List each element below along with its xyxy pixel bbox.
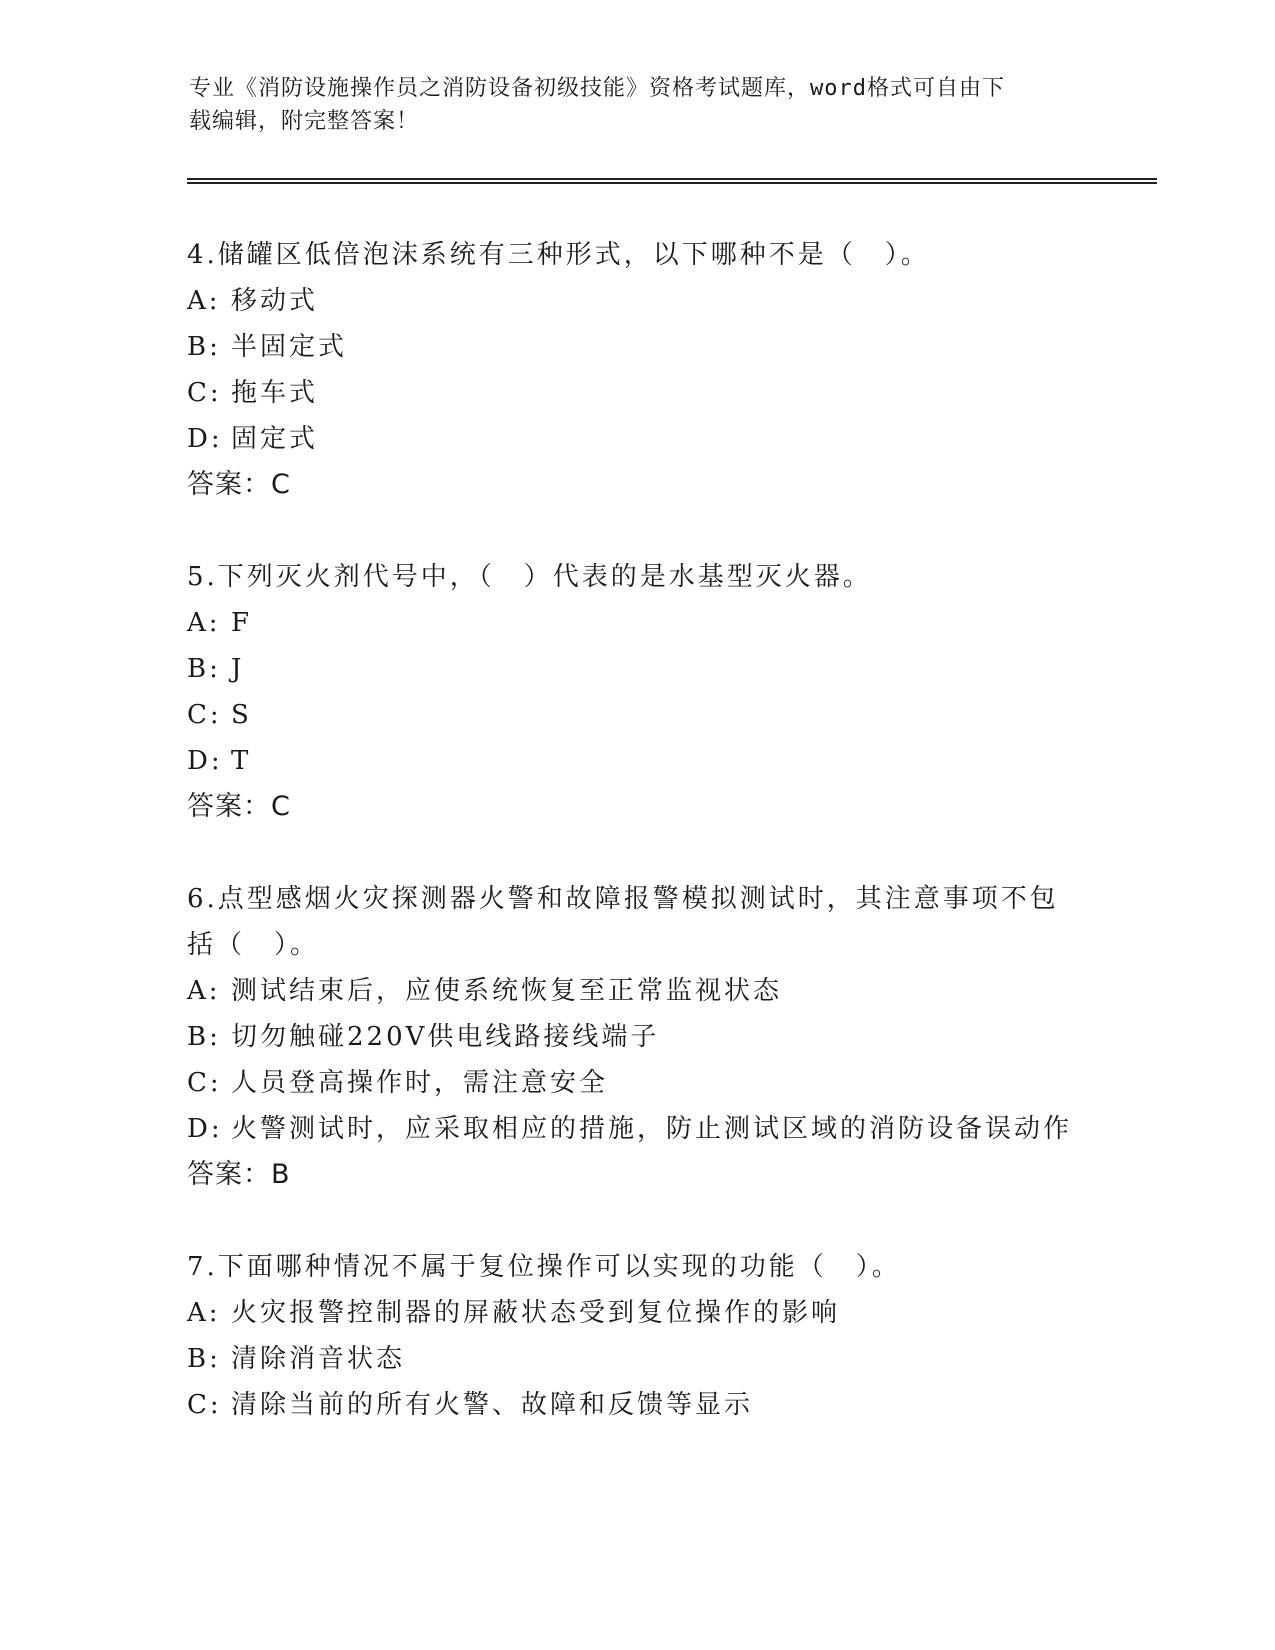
option-text: 切勿触碰220V供电线路接线端子 [231, 1022, 660, 1052]
option-letter: B: [187, 1022, 221, 1052]
option-text: 清除消音状态 [231, 1344, 406, 1374]
option-letter: B: [187, 654, 221, 684]
option-text: J [231, 654, 245, 684]
answer: 答案：C [187, 469, 291, 500]
question-7 [187, 1244, 1187, 1428]
option-text: 固定式 [231, 424, 319, 454]
option-a [187, 278, 1187, 324]
option-letter: B: [187, 332, 221, 362]
option-a [187, 968, 1187, 1014]
option-text: S [231, 700, 252, 730]
option-text: 清除当前的所有火警、故障和反馈等显示 [231, 1390, 754, 1420]
option-text: 人员登高操作时，需注意安全 [231, 1068, 609, 1098]
option-text: 半固定式 [231, 332, 348, 362]
option-text: 火警测试时，应采取相应的措施，防止测试区域的消防设备误动作 [231, 1114, 1073, 1144]
option-letter: B: [187, 1344, 221, 1374]
option-b [187, 646, 1187, 692]
option-text: 移动式 [231, 286, 319, 316]
option-c [187, 692, 1187, 738]
question-5 [187, 554, 1187, 830]
option-letter: A: [187, 608, 221, 638]
option-b [187, 1336, 1187, 1382]
option-text: 拖车式 [231, 378, 319, 408]
option-letter: D: [187, 746, 223, 776]
option-text: 火灾报警控制器的屏蔽状态受到复位操作的影响 [231, 1298, 841, 1328]
header-line-1: 专业《消防设施操作员之消防设备初级技能》资格考试题库，word格式可自由下 [189, 76, 1005, 101]
option-c [187, 370, 1187, 416]
question-text: 5.下列灭火剂代号中，（ ）代表的是水基型灭火器。 [187, 562, 872, 592]
option-c [187, 1060, 1187, 1106]
answer: 答案：B [187, 1159, 291, 1190]
question-list [187, 232, 1187, 1474]
option-c [187, 1382, 1187, 1428]
option-letter: A: [187, 1298, 221, 1328]
option-letter: D: [187, 424, 223, 454]
question-text: 4.储罐区低倍泡沫系统有三种形式，以下哪种不是（ ）。 [187, 240, 930, 270]
option-a [187, 1290, 1187, 1336]
option-b [187, 324, 1187, 370]
question-6 [187, 876, 1187, 1198]
option-letter: A: [187, 976, 221, 1006]
question-text: 6.点型感烟火灾探测器火警和故障报警模拟测试时，其注意事项不包括（ ）。 [187, 884, 1059, 960]
option-letter: C: [187, 1068, 222, 1098]
option-text: T [231, 746, 252, 776]
option-letter: C: [187, 700, 222, 730]
answer: 答案：C [187, 791, 291, 822]
option-d [187, 1106, 1187, 1152]
option-b [187, 1014, 1187, 1060]
question-text: 7.下面哪种情况不属于复位操作可以实现的功能（ ）。 [187, 1252, 901, 1282]
option-text: 测试结束后，应使系统恢复至正常监视状态 [231, 976, 783, 1006]
option-letter: A: [187, 286, 221, 316]
option-letter: D: [187, 1114, 223, 1144]
option-letter: C: [187, 378, 222, 408]
option-letter: C: [187, 1390, 222, 1420]
document-header [189, 72, 1089, 138]
option-text: F [231, 608, 253, 638]
option-d [187, 416, 1187, 462]
option-d [187, 738, 1187, 784]
header-divider [187, 178, 1157, 184]
header-line-2: 载编辑，附完整答案！ [189, 109, 420, 134]
question-4 [187, 232, 1187, 508]
option-a [187, 600, 1187, 646]
